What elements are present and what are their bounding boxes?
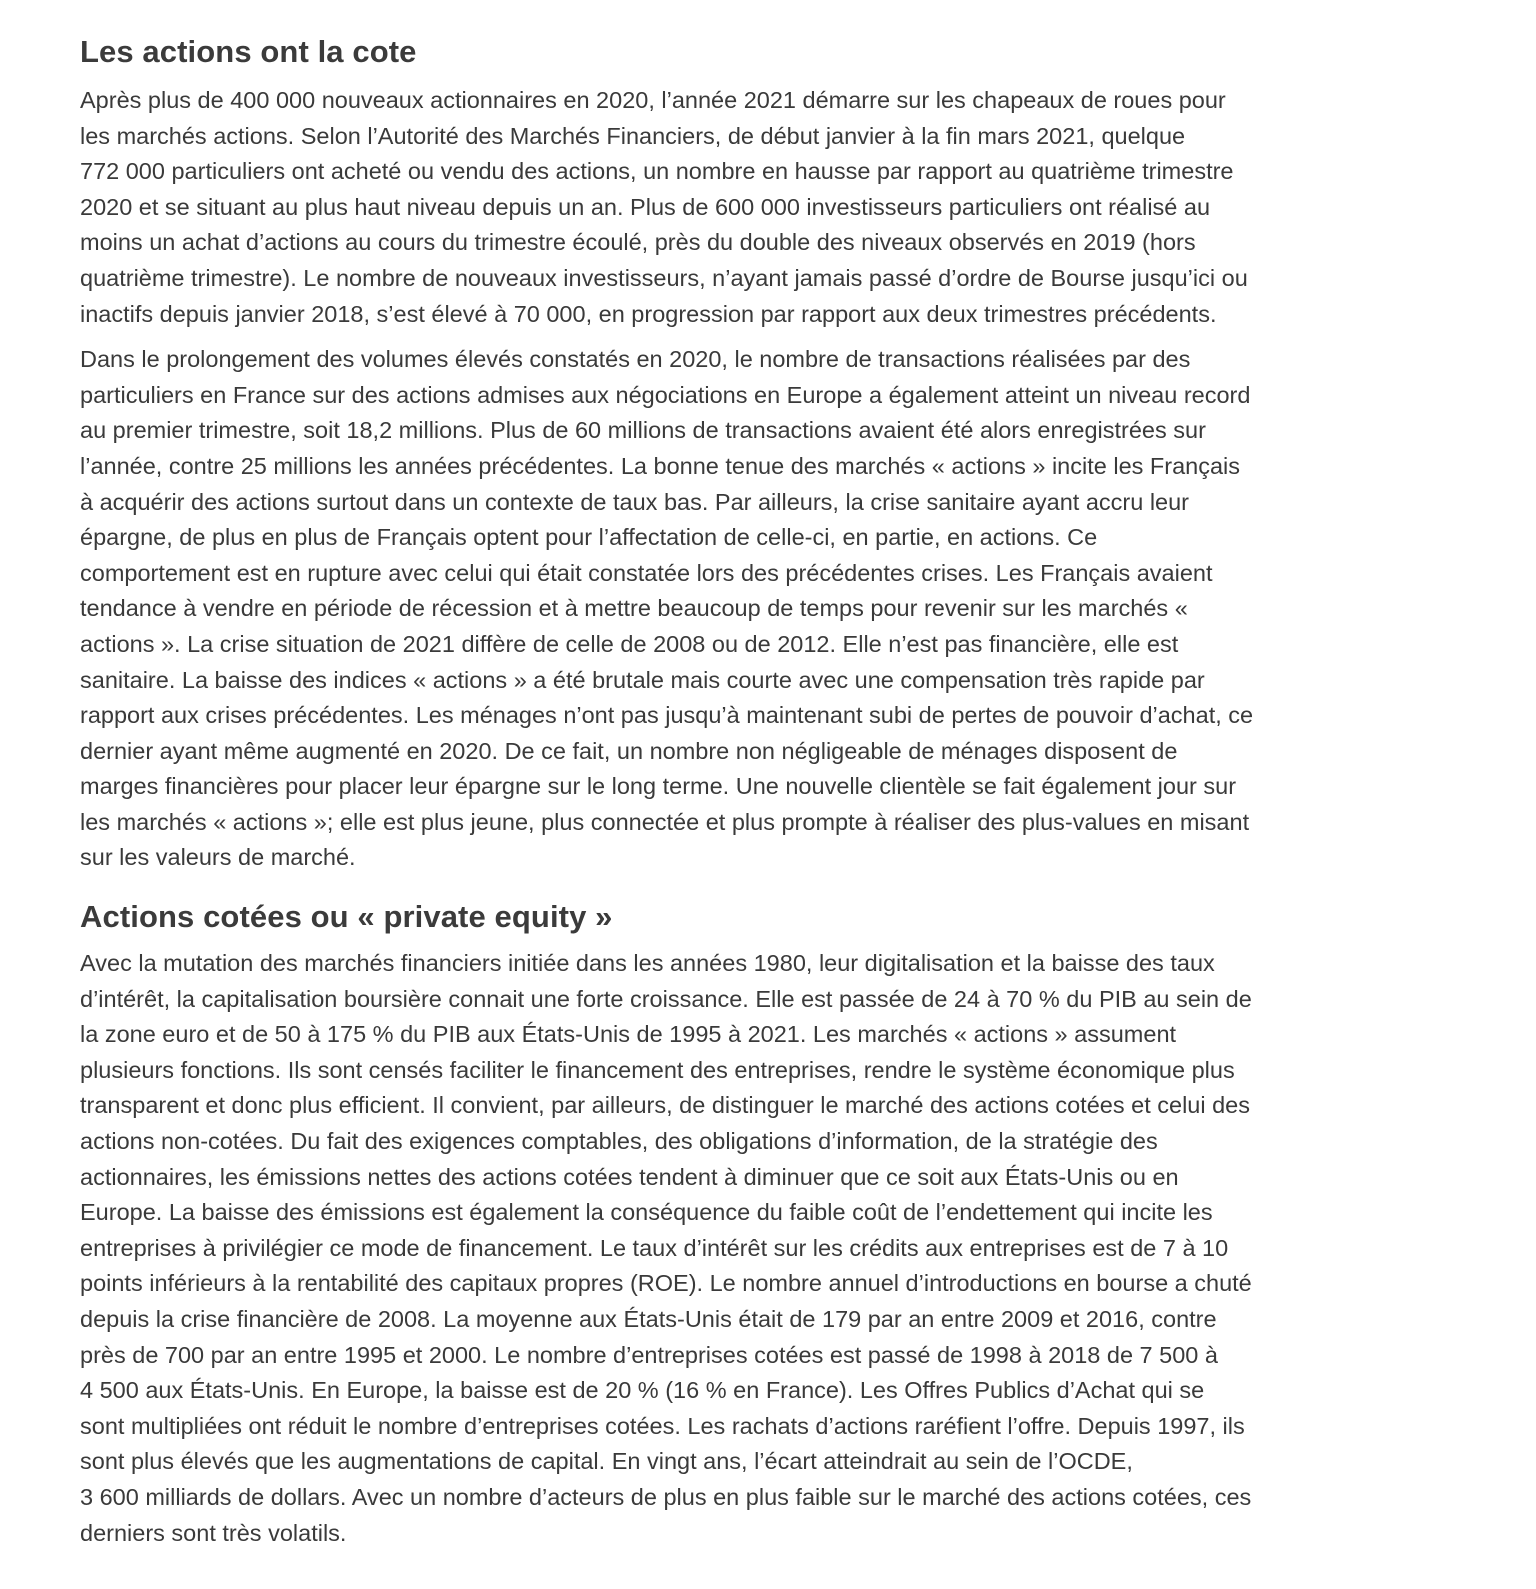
paragraph-line: dernier ayant même augmenté en 2020. De ce fait, un nombre non négligeable de ménages disposent de — [80, 737, 1178, 764]
paragraph-line: à acquérir des actions surtout dans un contexte de taux bas. Par ailleurs, la crise sanitaire ayant accru leur — [80, 488, 1190, 515]
paragraph-line: 4 500 aux États-Unis. En Europe, la baisse est de 20 % (16 % en France). Les Offres Publics d’Achat qui se — [80, 1377, 1205, 1404]
paragraph-line: 772 000 particuliers ont acheté ou vendu des actions, un nombre en hausse par rapport au quatrième trimestre — [80, 158, 1234, 185]
article — [80, 0, 1380, 1561]
paragraph-line: l’année, contre 25 millions les années précédentes. La bonne tenue des marchés « actions » incite les Français — [80, 452, 1241, 479]
paragraph-line: les marchés « actions »; elle est plus jeune, plus connectée et plus prompte à réaliser des plus-values en misant — [80, 808, 1250, 835]
paragraph-line: derniers sont très volatils. — [80, 1519, 347, 1546]
paragraph — [80, 946, 1380, 1551]
paragraph-line: sont multipliées ont réduit le nombre d’entreprises cotées. Les rachats d’actions raréfient l’offre. Depuis 1997, ils — [80, 1412, 1245, 1439]
section-heading: Les actions ont la cote — [80, 34, 417, 69]
paragraph-line: sont plus élevés que les augmentations de capital. En vingt ans, l’écart atteindrait au sein de l’OCDE, — [80, 1448, 1133, 1475]
paragraph-line: Avec la mutation des marchés financiers initiée dans les années 1980, leur digitalisation et la baisse des taux — [80, 950, 1215, 977]
paragraph-line: particuliers en France sur des actions admises aux négociations en Europe a également atteint un niveau record — [80, 381, 1251, 408]
paragraph-line: 2020 et se situant au plus haut niveau depuis un an. Plus de 600 000 investisseurs particuliers ont réalisé au — [80, 193, 1211, 220]
paragraph-line: entreprises à privilégier ce mode de financement. Le taux d’intérêt sur les crédits aux entreprises est de 7 à 10 — [80, 1234, 1229, 1261]
paragraph-line: au premier trimestre, soit 18,2 millions. Plus de 60 millions de transactions avaient été alors enregistrées sur — [80, 417, 1206, 444]
paragraph-line: sanitaire. La baisse des indices « actions » a été brutale mais courte avec une compensation très rapide par — [80, 666, 1205, 693]
paragraph-line: la zone euro et de 50 à 175 % du PIB aux États-Unis de 1995 à 2021. Les marchés « actions » assument — [80, 1021, 1177, 1048]
section-heading: Actions cotées ou « private equity » — [80, 899, 613, 935]
paragraph-line: tendance à vendre en période de récession et à mettre beaucoup de temps pour revenir sur les marchés « — [80, 595, 1188, 622]
paragraph-line: sur les valeurs de marché. — [80, 844, 356, 871]
paragraph-line: Dans le prolongement des volumes élevés constatés en 2020, le nombre de transactions réalisées par des — [80, 346, 1191, 373]
paragraph-line: Après plus de 400 000 nouveaux actionnaires en 2020, l’année 2021 démarre sur les chapeaux de roues pour — [80, 87, 1226, 113]
paragraph-line: 3 600 milliards de dollars. Avec un nombre d’acteurs de plus en plus faible sur le marché des actions cotées, ces — [80, 1483, 1252, 1510]
paragraph-line: actions non-cotées. Du fait des exigences comptables, des obligations d’information, de la stratégie des — [80, 1128, 1158, 1155]
paragraph-line: près de 700 par an entre 1995 et 2000. Le nombre d’entreprises cotées est passé de 1998 à 2018 de 7 500 à — [80, 1341, 1218, 1368]
paragraph-line: comportement est en rupture avec celui qui était constatée lors des précédentes crises. Les Français avaient — [80, 559, 1213, 586]
paragraph-line: rapport aux crises précédentes. Les ménages n’ont pas jusqu’à maintenant subi de pertes de pouvoir d’achat, ce — [80, 702, 1254, 729]
paragraph-line: actionnaires, les émissions nettes des actions cotées tendent à diminuer que ce soit aux États-Unis ou en — [80, 1163, 1179, 1190]
paragraph-line: moins un achat d’actions au cours du trimestre écoulé, près du double des niveaux observés en 2019 (hors — [80, 229, 1196, 256]
paragraph-line: d’intérêt, la capitalisation boursière connait une forte croissance. Elle est passée de 24 à 70 % du PIB au sein de — [80, 985, 1252, 1012]
paragraph-line: depuis la crise financière de 2008. La moyenne aux États-Unis était de 179 par an entre 2009 et 2016, contre — [80, 1306, 1217, 1332]
paragraph-line: inactifs depuis janvier 2018, s’est élevé à 70 000, en progression par rapport aux deux trimestres précédents. — [80, 300, 1217, 327]
paragraph-line: quatrième trimestre). Le nombre de nouveaux investisseurs, n’ayant jamais passé d’ordre de Bourse jusqu’ici ou — [80, 264, 1248, 291]
paragraph-line: points inférieurs à la rentabilité des capitaux propres (ROE). Le nombre annuel d’introductions en bourse a chuté — [80, 1270, 1252, 1297]
paragraph — [80, 83, 1380, 332]
paragraph-line: marges financières pour placer leur épargne sur le long terme. Une nouvelle clientèle se fait également jour sur — [80, 773, 1237, 800]
paragraph-line: les marchés actions. Selon l’Autorité des Marchés Financiers, de début janvier à la fin mars 2021, quelque — [80, 122, 1186, 149]
paragraph-line: actions ». La crise situation de 2021 diffère de celle de 2008 ou de 2012. Elle n’est pas financière, elle est — [80, 630, 1179, 657]
paragraph-line: transparent et donc plus efficient. Il convient, par ailleurs, de distinguer le marché des actions cotées et celui des — [80, 1092, 1250, 1119]
paragraph-line: épargne, de plus en plus de Français optent pour l’affectation de celle-ci, en partie, en actions. Ce — [80, 524, 1098, 551]
paragraph-line: plusieurs fonctions. Ils sont censés faciliter le financement des entreprises, rendre le système économique plus — [80, 1056, 1235, 1083]
paragraph — [80, 342, 1380, 876]
paragraph-line: Europe. La baisse des émissions est également la conséquence du faible coût de l’endettement qui incite les — [80, 1199, 1213, 1226]
